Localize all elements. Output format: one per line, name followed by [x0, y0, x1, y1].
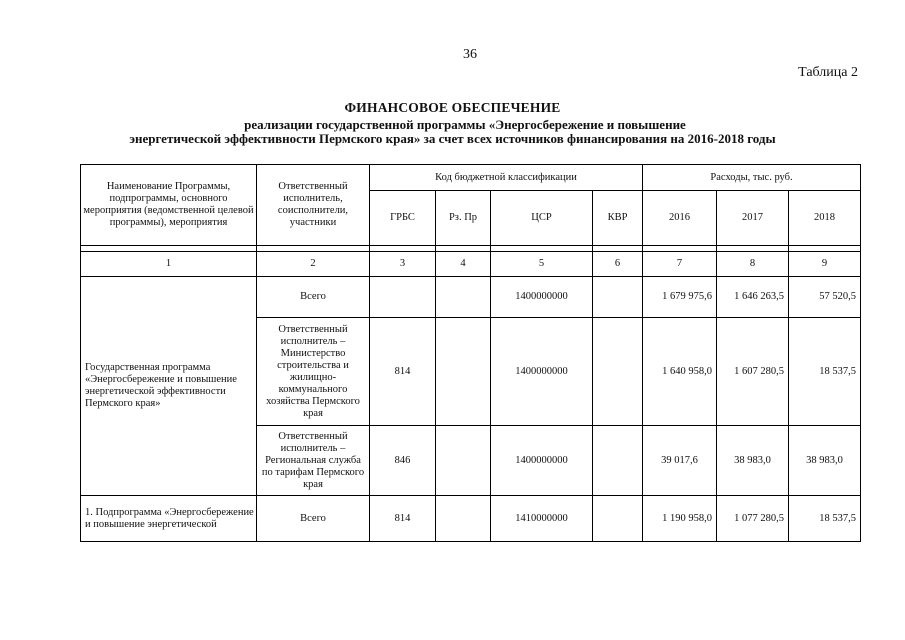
responsible-cell: Ответственный исполнитель – Министерство строительства и жилищно-коммунального хозяйства Пермского края	[257, 318, 370, 426]
column-number: 2	[257, 252, 370, 277]
value-2017: 1 646 263,5	[717, 277, 789, 318]
value-2017: 1 607 280,5	[717, 318, 789, 426]
header-2017: 2017	[717, 191, 789, 246]
program-name: Государственная программа «Энергосбережение и повышение энергетической эффективности Пермского края»	[81, 277, 257, 496]
table-row	[81, 496, 861, 542]
financing-table	[80, 164, 861, 542]
grbs-cell: 814	[370, 318, 436, 426]
value-2018: 18 537,5	[789, 318, 861, 426]
responsible-cell: Всего	[257, 496, 370, 542]
csr-cell: 1400000000	[491, 318, 593, 426]
header-2016: 2016	[643, 191, 717, 246]
table-row	[81, 277, 861, 318]
page-number: 36	[463, 47, 477, 62]
document-title: ФИНАНСОВОЕ ОБЕСПЕЧЕНИЕ	[344, 100, 561, 115]
rz-pr-cell	[436, 277, 491, 318]
kvr-cell	[593, 277, 643, 318]
subprogram-name: 1. Подпрограмма «Энергосбережение и повышение энергетической	[81, 496, 257, 542]
kvr-cell	[593, 426, 643, 496]
column-number: 1	[81, 252, 257, 277]
header-rz-pr: Рз. Пр	[436, 191, 491, 246]
header-grbs: ГРБС	[370, 191, 436, 246]
value-2018: 57 520,5	[789, 277, 861, 318]
csr-cell: 1400000000	[491, 277, 593, 318]
csr-cell: 1410000000	[491, 496, 593, 542]
responsible-cell: Ответственный исполнитель – Региональная служба по тарифам Пермского края	[257, 426, 370, 496]
grbs-cell: 846	[370, 426, 436, 496]
column-number: 3	[370, 252, 436, 277]
value-2016: 1 679 975,6	[643, 277, 717, 318]
column-number: 8	[717, 252, 789, 277]
rz-pr-cell	[436, 496, 491, 542]
column-number: 4	[436, 252, 491, 277]
header-row-1	[81, 165, 861, 191]
column-number: 6	[593, 252, 643, 277]
document-subtitle-line1: реализации государственной программы «Энергосбережение и повышение	[244, 117, 686, 132]
value-2016: 1 190 958,0	[643, 496, 717, 542]
header-kvr: КВР	[593, 191, 643, 246]
header-expenses: Расходы, тыс. руб.	[643, 165, 861, 191]
grbs-cell	[370, 277, 436, 318]
header-2018: 2018	[789, 191, 861, 246]
value-2018: 38 983,0	[789, 426, 861, 496]
column-number: 5	[491, 252, 593, 277]
responsible-cell: Всего	[257, 277, 370, 318]
value-2018: 18 537,5	[789, 496, 861, 542]
header-budget-code: Код бюджетной классификации	[370, 165, 643, 191]
header-responsible: Ответственный исполнитель, соисполнители, участники	[257, 165, 370, 246]
column-number: 7	[643, 252, 717, 277]
rz-pr-cell	[436, 318, 491, 426]
table-label: Таблица 2	[798, 65, 858, 80]
kvr-cell	[593, 496, 643, 542]
rz-pr-cell	[436, 426, 491, 496]
header-name: Наименование Программы, подпрограммы, основного мероприятия (ведомственной целевой программы), мероприятия	[81, 165, 257, 246]
grbs-cell: 814	[370, 496, 436, 542]
kvr-cell	[593, 318, 643, 426]
csr-cell: 1400000000	[491, 426, 593, 496]
column-number: 9	[789, 252, 861, 277]
column-number-row	[81, 252, 861, 277]
value-2016: 39 017,6	[643, 426, 717, 496]
value-2017: 1 077 280,5	[717, 496, 789, 542]
header-csr: ЦСР	[491, 191, 593, 246]
value-2016: 1 640 958,0	[643, 318, 717, 426]
value-2017: 38 983,0	[717, 426, 789, 496]
document-subtitle-line2: энергетической эффективности Пермского края» за счет всех источников финансирования на 2016-2018 годы	[129, 131, 776, 146]
